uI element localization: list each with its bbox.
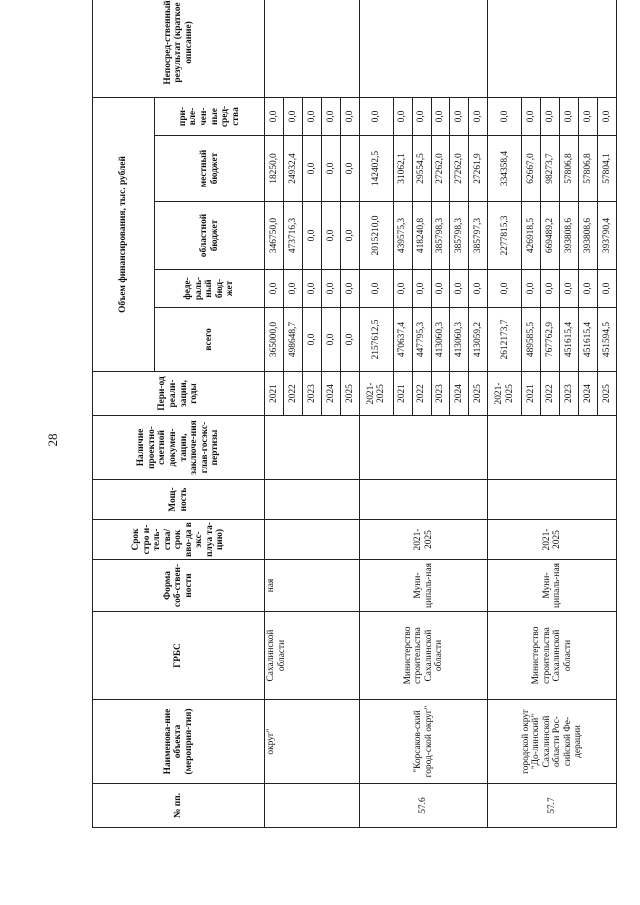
cell-period: 2025 [469,372,488,416]
expertise-cell [488,416,617,480]
cell-federal: 0,0 [431,270,450,308]
header-num: № пп. [93,784,265,828]
grbs-cell: Сахалинской области [265,612,360,700]
cell-local: 57804,1 [598,136,617,202]
cell-period: 2024 [579,372,598,416]
cell-attracted: 0,0 [541,97,560,135]
cell-regional: 393808,6 [579,202,598,270]
cell-attracted: 0,0 [283,97,302,135]
cell-total: 498648,7 [283,308,302,372]
cell-attracted: 0,0 [340,97,359,135]
header-local: местный бюджет [155,136,265,202]
cell-federal: 0,0 [340,270,359,308]
cell-total: 489585,5 [522,308,541,372]
cell-total: 451615,4 [560,308,579,372]
cell-local: 24932,4 [283,136,302,202]
table-row [359,0,393,828]
cell-regional: 439575,3 [393,202,412,270]
cell-total: 0,0 [321,308,340,372]
row-number: 57.6 [359,784,488,828]
result-cell [359,0,488,97]
term-cell: 2021-2025 [488,520,617,560]
cell-regional: 0,0 [340,202,359,270]
cell-total: 2612173,7 [488,308,522,372]
cell-period: 2021-2025 [359,372,393,416]
page-number: 28 [45,433,60,447]
cell-period: 2024 [450,372,469,416]
cell-regional: 393790,4 [598,202,617,270]
capacity-cell [265,480,360,520]
capacity-cell [488,480,617,520]
header-expertise: Наличие проектно-сметной докумен-тации, заключе-ния глав-госэкс-пертизы [93,416,265,480]
result-cell [265,0,360,97]
table-body [265,0,617,828]
header-term: Срок стро и-тель-ства/ срок вво-да в экс-плуа та-цию) [93,520,265,560]
cell-total: 413060,3 [450,308,469,372]
cell-regional: 0,0 [321,202,340,270]
header-capacity: Мощ-ность [93,480,265,520]
grbs-cell: Министерство строительства Сахалинской области [488,612,617,700]
cell-federal: 0,0 [469,270,488,308]
cell-local: 27261,9 [469,136,488,202]
header-ownership: Форма соб-ствен-ности [93,560,265,612]
cell-period: 2021 [265,372,284,416]
cell-regional: 385798,3 [450,202,469,270]
header-period: Пери-од реали-зации, годы [93,372,265,416]
cell-local: 98273,7 [541,136,560,202]
cell-federal: 0,0 [265,270,284,308]
row-number: 57.7 [488,784,617,828]
cell-federal: 0,0 [393,270,412,308]
header-financing: Объем финансирования, тыс. рублей [93,97,155,371]
cell-total: 413060,3 [431,308,450,372]
cell-local: 142402,5 [359,136,393,202]
cell-federal: 0,0 [541,270,560,308]
cell-attracted: 0,0 [321,97,340,135]
object-name: городской округ "До-линский" Сахалинской области Рос-сийской Фе-дерации [488,700,617,784]
cell-attracted: 0,0 [488,97,522,135]
header-result: Непосред-ственный результат (краткое описание) [93,0,265,97]
header-total: всего [155,308,265,372]
cell-total: 2157612,5 [359,308,393,372]
expertise-cell [265,416,360,480]
cell-total: 0,0 [340,308,359,372]
cell-federal: 0,0 [302,270,321,308]
cell-total: 470637,4 [393,308,412,372]
cell-attracted: 0,0 [359,97,393,135]
cell-attracted: 0,0 [302,97,321,135]
cell-total: 451594,5 [598,308,617,372]
cell-regional: 385798,3 [431,202,450,270]
cell-period: 2021 [522,372,541,416]
header-federal: феде-раль-ный бюд-жет [155,270,265,308]
cell-total: 413059,2 [469,308,488,372]
ownership-cell: Муни-ципаль-ная [488,560,617,612]
cell-local: 0,0 [340,136,359,202]
cell-total: 365000,0 [265,308,284,372]
cell-local: 31062,1 [393,136,412,202]
cell-local: 334358,4 [488,136,522,202]
cell-federal: 0,0 [321,270,340,308]
cell-federal: 0,0 [359,270,393,308]
cell-regional: 393808,6 [560,202,579,270]
grbs-cell: Министерство строительства Сахалинской области [359,612,488,700]
cell-regional: 473716,3 [283,202,302,270]
cell-federal: 0,0 [598,270,617,308]
rotated-table-container [92,0,617,828]
cell-federal: 0,0 [412,270,431,308]
cell-period: 2022 [541,372,560,416]
cell-period: 2023 [431,372,450,416]
cell-total: 447795,3 [412,308,431,372]
cell-federal: 0,0 [579,270,598,308]
ownership-cell: ная [265,560,360,612]
cell-period: 2024 [321,372,340,416]
cell-attracted: 0,0 [393,97,412,135]
cell-local: 0,0 [321,136,340,202]
cell-attracted: 0,0 [522,97,541,135]
cell-federal: 0,0 [450,270,469,308]
cell-attracted: 0,0 [431,97,450,135]
cell-federal: 0,0 [488,270,522,308]
cell-local: 27262,0 [431,136,450,202]
header-row-1 [93,0,155,828]
term-cell: 2021-2025 [359,520,488,560]
header-grbs: ГРБС [93,612,265,700]
capacity-cell [359,480,488,520]
cell-regional: 385797,3 [469,202,488,270]
header-attracted: при-вле-чен-ные сред-ства [155,97,265,135]
cell-attracted: 0,0 [598,97,617,135]
financing-table [92,0,617,828]
cell-regional: 2015210,0 [359,202,393,270]
cell-period: 2025 [598,372,617,416]
cell-regional: 418240,8 [412,202,431,270]
cell-attracted: 0,0 [412,97,431,135]
header-name: Наименова-ние объекта (мероприя-тия) [93,700,265,784]
table-row [488,0,522,828]
cell-local: 62667,0 [522,136,541,202]
cell-federal: 0,0 [283,270,302,308]
cell-total: 767762,9 [541,308,560,372]
object-name: "Корсаков-ский город-ской округ" [359,700,488,784]
cell-attracted: 0,0 [265,97,284,135]
cell-local: 29554,5 [412,136,431,202]
cell-local: 57806,8 [560,136,579,202]
cell-attracted: 0,0 [579,97,598,135]
cell-local: 18250,0 [265,136,284,202]
cell-local: 27262,0 [450,136,469,202]
cell-period: 2023 [302,372,321,416]
cell-regional: 346750,0 [265,202,284,270]
cell-federal: 0,0 [560,270,579,308]
cell-local: 57806,8 [579,136,598,202]
cell-regional: 2277815,3 [488,202,522,270]
cell-attracted: 0,0 [450,97,469,135]
cell-total: 0,0 [302,308,321,372]
cell-regional: 426918,5 [522,202,541,270]
table-row [265,0,284,828]
term-cell [265,520,360,560]
cell-federal: 0,0 [522,270,541,308]
cell-period: 2021 [393,372,412,416]
expertise-cell [359,416,488,480]
cell-attracted: 0,0 [560,97,579,135]
cell-attracted: 0,0 [469,97,488,135]
cell-period: 2023 [560,372,579,416]
row-number [265,784,360,828]
cell-period: 2022 [283,372,302,416]
object-name: округ" [265,700,360,784]
cell-period: 2025 [340,372,359,416]
header-regional: областной бюджет [155,202,265,270]
cell-period: 2021-2025 [488,372,522,416]
cell-total: 451615,4 [579,308,598,372]
result-cell [488,0,617,97]
cell-regional: 669489,2 [541,202,560,270]
cell-regional: 0,0 [302,202,321,270]
ownership-cell: Муни-ципаль-ная [359,560,488,612]
cell-period: 2022 [412,372,431,416]
cell-local: 0,0 [302,136,321,202]
